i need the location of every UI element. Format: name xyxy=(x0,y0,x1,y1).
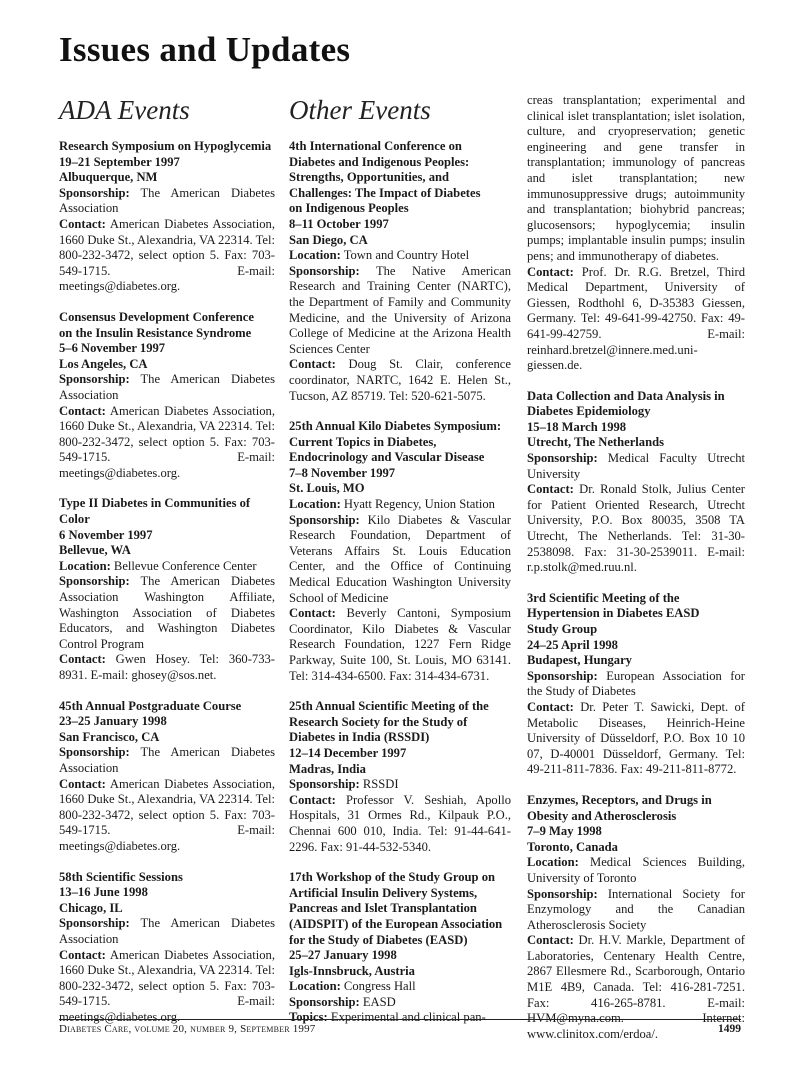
event-date: 8–11 October 1997 xyxy=(289,216,389,231)
field-text: Hyatt Regency, Union Station xyxy=(340,497,495,512)
event-location: Los Angeles, CA xyxy=(59,356,148,371)
field-label: Contact: xyxy=(59,652,106,667)
field-label: Sponsorship: xyxy=(527,668,598,683)
field-label: Location: xyxy=(289,497,341,512)
event-listing xyxy=(59,870,275,1026)
field-label: Sponsorship: xyxy=(289,263,360,278)
field-label: Contact: xyxy=(59,947,106,962)
event-date: 13–16 June 1998 xyxy=(59,885,148,900)
event-title: 45th Annual Postgraduate Course xyxy=(59,698,242,713)
field-label: Location: xyxy=(289,979,341,994)
event-listing xyxy=(59,139,275,295)
event-location: Utrecht, The Netherlands xyxy=(527,435,665,450)
event-title: for the Study of Diabetes (EASD) xyxy=(289,932,468,947)
event-field xyxy=(527,700,745,778)
event-listing xyxy=(289,870,511,1026)
field-label: Location: xyxy=(59,558,111,573)
event-field xyxy=(289,264,511,358)
field-text: Beverly Cantoni, Symposium Coordinator, Kilo Diabetes & Vascular Research Foundation, 1227 Fern Ridge Parkway, Suite 100, St. Louis, MO 63141. Tel: 314-434-6500. Fax: 314-434-6731. xyxy=(289,606,511,683)
event-title: Challenges: The Impact of Diabetes xyxy=(289,185,481,200)
field-label: Contact: xyxy=(59,776,106,791)
event-field xyxy=(59,916,275,947)
event-title: Color xyxy=(59,512,90,527)
event-listing xyxy=(527,389,745,576)
event-title: 58th Scientific Sessions xyxy=(59,869,183,884)
field-label: Contact: xyxy=(289,606,336,621)
event-field xyxy=(59,186,275,217)
field-text: The American Diabetes Association Washington Affiliate, Washington Association of Diabetes Educators, and Washington Diabetes Control Program xyxy=(59,574,275,651)
field-text: American Diabetes Association, 1660 Duke St., Alexandria, VA 22314. Tel: 800-232-3472, select option 5. Fax: 703-549-1715. E-mail: meetings@diabetes.org. xyxy=(59,947,276,1024)
field-text: International Society for Enzymology and the Canadian Atherosclerosis Society xyxy=(527,886,745,932)
event-title: Artificial Insulin Delivery Systems, xyxy=(289,885,478,900)
field-text: RSSDI xyxy=(359,777,399,792)
field-label: Contact: xyxy=(527,699,574,714)
field-label: Sponsorship: xyxy=(59,574,130,589)
column-ada-events xyxy=(59,95,275,1040)
event-field xyxy=(289,357,511,404)
column-heading: ADA Events xyxy=(59,95,190,125)
event-field xyxy=(59,559,275,575)
field-label: Sponsorship: xyxy=(289,994,360,1009)
event-field xyxy=(527,933,745,1042)
event-title: Study Group xyxy=(527,622,598,636)
field-text: Dr. Ronald Stolk, Julius Center for Patient Oriented Research, Utrecht University, P.O. Box 80035, 3508 TA Utrecht, The Netherlands. Tel: 31-30-2538098. Fax: 31-30-2539011. E-mail: r.p.stolk@med.ruu.nl. xyxy=(527,482,745,575)
event-location: Madras, India xyxy=(289,761,366,776)
event-date: 6 November 1997 xyxy=(59,527,153,542)
event-title: Pancreas and Islet Transplantation xyxy=(289,901,477,916)
event-location: Chicago, IL xyxy=(59,900,123,915)
event-location: San Diego, CA xyxy=(289,232,368,247)
event-location: Toronto, Canada xyxy=(527,839,618,854)
field-label: Sponsorship: xyxy=(59,372,130,387)
field-text: Medical Faculty Utrecht University xyxy=(527,451,745,481)
event-location: Igls-Innsbruck, Austria xyxy=(289,963,415,978)
event-listing xyxy=(527,591,745,778)
event-field xyxy=(59,745,275,776)
footer-divider xyxy=(59,1019,741,1020)
event-date: 19–21 September 1997 xyxy=(59,154,180,169)
field-label: Sponsorship: xyxy=(527,451,598,466)
field-text: The American Diabetes Association xyxy=(59,185,275,216)
continued-event xyxy=(527,93,745,374)
event-location: Albuquerque, NM xyxy=(59,170,158,185)
field-label: Sponsorship: xyxy=(59,916,130,931)
field-text: Doug St. Clair, conference coordinator, NARTC, 1642 E. Helen St., Tucson, AZ 85719. Tel: 520-621-5075. xyxy=(289,357,511,403)
field-label: Contact: xyxy=(59,216,106,231)
event-field xyxy=(527,855,745,886)
field-text: Professor V. Seshiah, Apollo Hospitals, 31 Ormes Rd., Kilpauk P.O., Chennai 600 010, India. Tel: 91-44-641-2296. Fax: 91-44-532-5340. xyxy=(289,792,511,854)
field-label: Topics: xyxy=(289,1010,328,1025)
event-location: Bellevue, WA xyxy=(59,543,131,558)
event-field xyxy=(59,574,275,652)
continued-topics-text: creas transplantation; experimental and clinical islet transplantation; islet isolation, culture, and cryopreservation; genetic engineering and gene transfer in transplantation; immunology of pancreas and islet transplantation; new immunosuppressive drugs; autoimmunity and transplantation; biohybrid pancreas; glucosensors; hypoglycemia; insulin pumps; implantable insulin pumps; insulin pens; and immunotherapy of diabetes. xyxy=(527,93,745,263)
field-label: Sponsorship: xyxy=(527,886,598,901)
event-field xyxy=(527,669,745,700)
event-date: 25–27 January 1998 xyxy=(289,948,397,963)
event-location: San Francisco, CA xyxy=(59,729,160,744)
event-listing xyxy=(59,699,275,855)
event-title: on Indigenous Peoples xyxy=(289,201,409,216)
event-title: Diabetes in India (RSSDI) xyxy=(289,730,430,745)
event-title: (AIDSPIT) of the European Association xyxy=(289,916,503,931)
event-title: Research Symposium on Hypoglycemia xyxy=(59,139,272,153)
field-label: Sponsorship: xyxy=(59,745,130,760)
field-text: Town and Country Hotel xyxy=(340,248,470,263)
event-location: Budapest, Hungary xyxy=(527,653,632,668)
field-text: Experimental and clinical pan- xyxy=(327,1010,486,1025)
event-field xyxy=(289,793,511,855)
event-title: on the Insulin Resistance Syndrome xyxy=(59,325,252,340)
field-label: Location: xyxy=(289,248,341,263)
event-field xyxy=(289,248,511,264)
field-text: Medical Sciences Building, University of Toronto xyxy=(527,855,745,885)
field-text: American Diabetes Association, 1660 Duke St., Alexandria, VA 22314. Tel: 800-232-3472, select option 5. Fax: 703-549-1715. E-mail: meetings@diabetes.org. xyxy=(59,216,276,294)
event-field xyxy=(289,606,511,684)
field-text: American Diabetes Association, 1660 Duke St., Alexandria, VA 22314. Tel: 800-232-3472, select option 5. Fax: 703-549-1715. E-mail: meetings@diabetes.org. xyxy=(59,403,276,480)
event-field xyxy=(289,979,511,995)
event-title: Obesity and Atherosclerosis xyxy=(527,808,677,823)
event-date: 5–6 November 1997 xyxy=(59,341,166,356)
field-label: Sponsorship: xyxy=(59,185,130,200)
event-field xyxy=(59,777,275,855)
event-field xyxy=(59,948,275,1026)
field-text: The American Diabetes Association xyxy=(59,372,275,402)
event-title: Research Society for the Study of xyxy=(289,714,468,729)
field-text: The American Diabetes Association xyxy=(59,916,275,946)
field-text: Kilo Diabetes & Vascular Research Foundation, Department of Veterans Affairs St. Louis Education Center, and the Office of Continuing Medical Education Washington University School of Medicine xyxy=(289,512,511,605)
event-date: 24–25 April 1998 xyxy=(527,637,618,652)
field-label: Contact: xyxy=(527,933,574,948)
event-field xyxy=(59,372,275,403)
field-text: Prof. Dr. R.G. Bretzel, Third Medical Department, University of Giessen, Rodthohl 6, D-35383 Giessen, Germany. Tel: 49-641-99-42750. Fax: 49-641-99-42759. E-mail: reinhard.bretzel@innere.med.uni-giessen.de. xyxy=(527,264,745,373)
event-field xyxy=(289,497,511,513)
event-listing xyxy=(59,310,275,482)
column-heading: Other Events xyxy=(289,95,431,125)
event-title: Hypertension in Diabetes EASD xyxy=(527,606,700,621)
column-other-events-continued xyxy=(527,93,745,1057)
field-text: EASD xyxy=(359,994,396,1009)
field-text: The Native American Research and Training Center (NARTC), the Department of Family and Community Medicine, and the University of Arizona College of Medicine at the Arizona Health Sciences Center xyxy=(289,263,511,356)
event-listing xyxy=(289,699,511,855)
field-label: Contact: xyxy=(289,357,336,372)
field-text: Bellevue Conference Center xyxy=(110,558,257,573)
event-date: 12–14 December 1997 xyxy=(289,745,407,760)
field-text: Gwen Hosey. Tel: 360-733-8931. E-mail: ghosey@sos.net. xyxy=(59,652,275,682)
event-field xyxy=(289,995,511,1011)
event-field xyxy=(59,404,275,482)
event-title: Enzymes, Receptors, and Drugs in xyxy=(527,792,712,807)
event-date: 23–25 January 1998 xyxy=(59,714,167,729)
event-field xyxy=(59,652,275,683)
field-text: European Association for the Study of Diabetes xyxy=(527,668,745,699)
event-title: 17th Workshop of the Study Group on xyxy=(289,870,495,885)
field-text: Congress Hall xyxy=(340,979,416,994)
event-title: 25th Annual Kilo Diabetes Symposium: xyxy=(289,419,502,434)
event-listing xyxy=(527,793,745,1043)
event-date: 7–8 November 1997 xyxy=(289,465,396,480)
event-title: 3rd Scientific Meeting of the xyxy=(527,590,680,605)
event-date: 7–9 May 1998 xyxy=(527,824,602,839)
field-label: Contact: xyxy=(527,264,574,279)
field-label: Location: xyxy=(527,855,579,870)
event-title: Diabetes Epidemiology xyxy=(527,404,651,419)
event-field xyxy=(289,513,511,607)
field-label: Sponsorship: xyxy=(289,777,360,792)
field-text: American Diabetes Association, 1660 Duke St., Alexandria, VA 22314. Tel: 800-232-3472, select option 5. Fax: 703-549-1715. E-mail: meetings@diabetes.org. xyxy=(59,776,276,853)
page-title: Issues and Updates xyxy=(59,30,351,69)
event-field xyxy=(527,265,745,374)
event-field xyxy=(59,217,275,295)
field-text: The American Diabetes Association xyxy=(59,745,275,775)
field-text: Dr. Peter T. Sawicki, Dept. of Metabolic Diseases, Heinrich-Heine University of Düsseldorf, P.O. Box 10 10 07, D-40001 Düsseldorf, Germany. Tel: 49-211-811-7836. Fax: 49-211-811-8772. xyxy=(527,699,745,777)
event-title: Consensus Development Conference xyxy=(59,309,254,324)
event-title: 4th International Conference on xyxy=(289,139,462,153)
event-field xyxy=(527,887,745,934)
event-title: Diabetes and Indigenous Peoples: xyxy=(289,154,470,169)
event-field xyxy=(289,777,511,793)
field-label: Contact: xyxy=(59,403,106,418)
field-label: Contact: xyxy=(289,792,336,807)
field-label: Contact: xyxy=(527,482,574,497)
event-title: Strengths, Opportunities, and xyxy=(289,170,450,185)
event-listing xyxy=(59,496,275,683)
event-date: 15–18 March 1998 xyxy=(527,419,627,434)
field-text: Dr. H.V. Markle, Department of Laboratories, Centenary Health Centre, 2867 Ellesmere Rd., Scarborough, Ontario M1E 4B9, Canada. Tel: 416-281-7251. Fax: 416-265-8781. E-mail: HVM@myna.com. Internet: www.clinitox.com/erdoa/. xyxy=(527,933,745,1041)
event-location: St. Louis, MO xyxy=(289,481,365,496)
footer-page-number: 1499 xyxy=(718,1023,741,1035)
event-title: 25th Annual Scientific Meeting of the xyxy=(289,699,489,714)
column-other-events xyxy=(289,95,511,1041)
event-title: Type II Diabetes in Communities of xyxy=(59,496,251,511)
event-listing xyxy=(289,139,511,404)
event-field xyxy=(527,451,745,482)
event-title: Endocrinology and Vascular Disease xyxy=(289,450,485,465)
field-label: Sponsorship: xyxy=(289,512,360,527)
footer-journal-citation: Diabetes Care, volume 20, number 9, September 1997 xyxy=(59,1023,316,1035)
event-listing xyxy=(289,419,511,684)
event-field xyxy=(527,482,745,576)
event-title: Current Topics in Diabetes, xyxy=(289,434,437,449)
event-title: Data Collection and Data Analysis in xyxy=(527,388,725,403)
